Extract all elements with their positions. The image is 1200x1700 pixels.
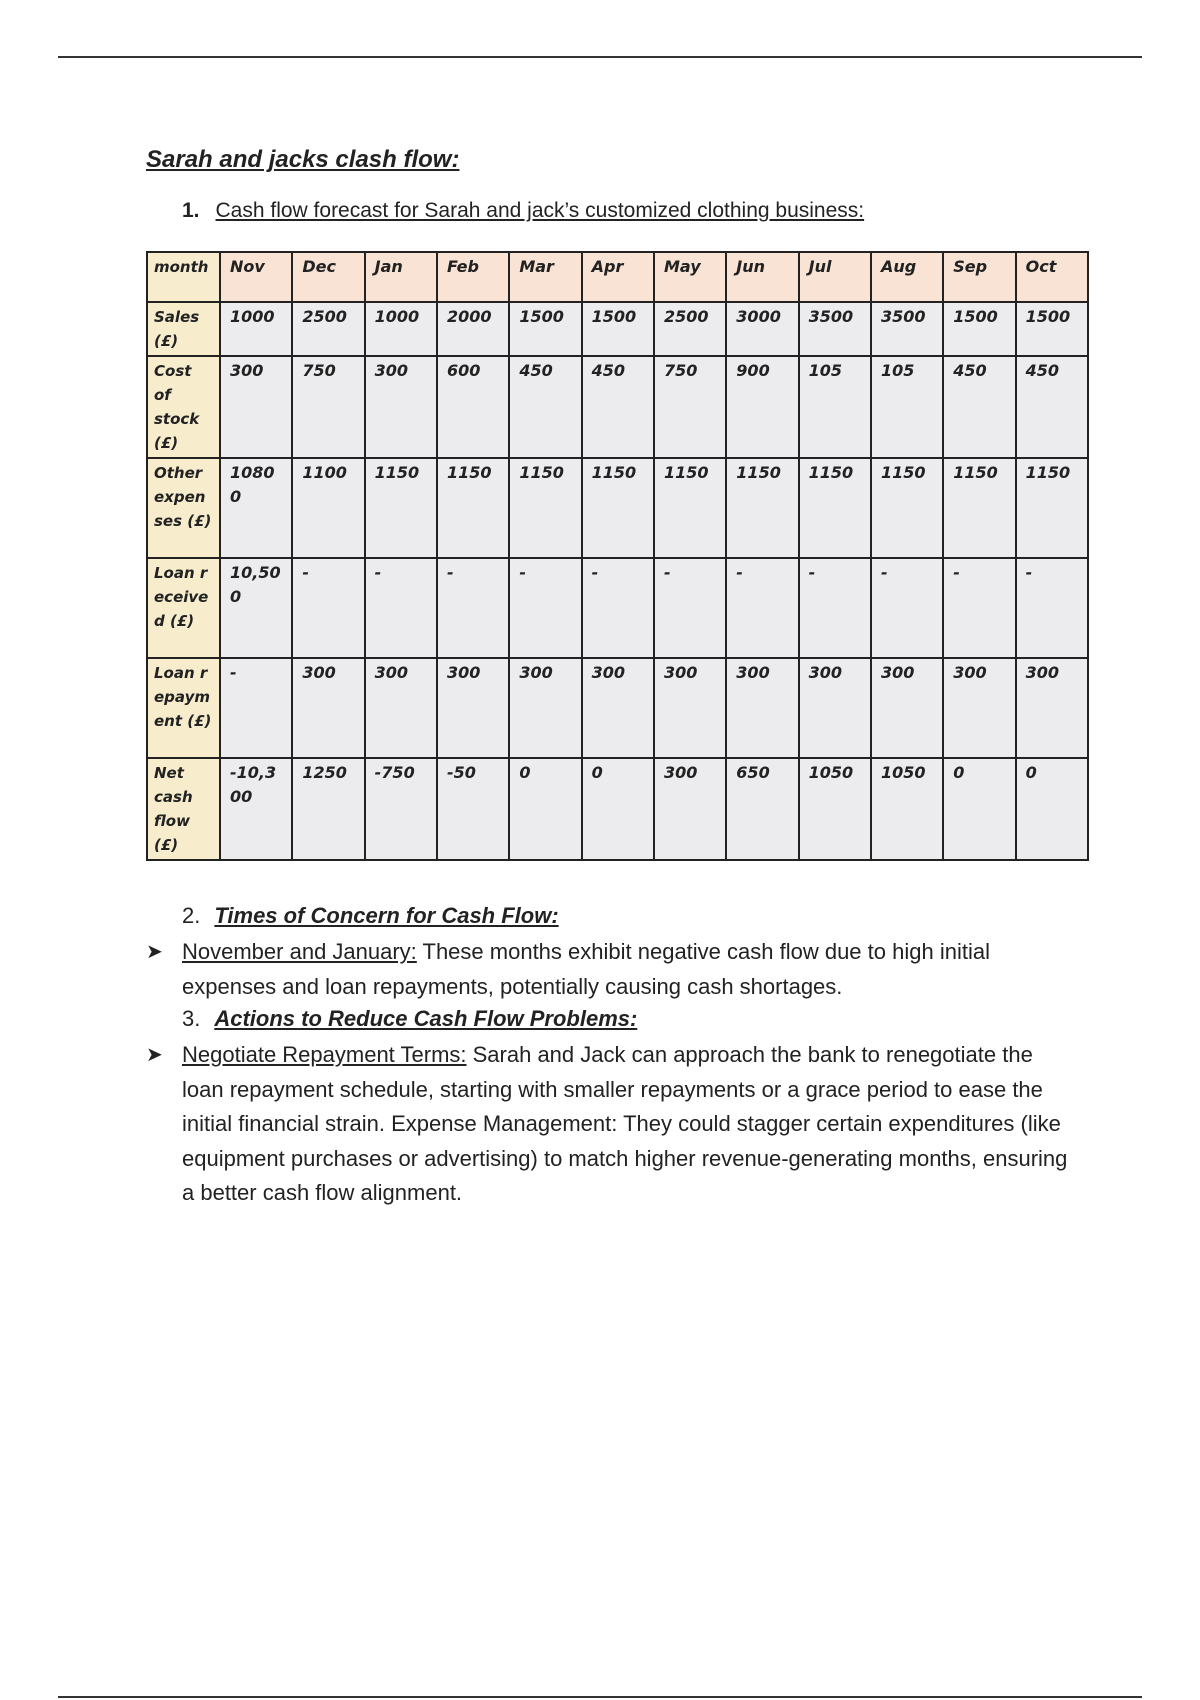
table-cell: 750: [654, 356, 726, 458]
table-cell: 600: [437, 356, 509, 458]
row-label: Other expenses (£): [147, 458, 220, 558]
header-month-label: month: [147, 252, 220, 302]
table-cell: -: [726, 558, 798, 658]
arrow-bullet-icon: ➤: [146, 941, 163, 963]
table-cell: 1150: [509, 458, 581, 558]
month-header: Feb: [437, 252, 509, 302]
table-row-net-cash-flow: [147, 758, 1088, 860]
row-label: Sales (£): [147, 302, 220, 356]
table-cell: -: [1016, 558, 1088, 658]
section-3-text: Actions to Reduce Cash Flow Problems:: [214, 1006, 638, 1031]
table-cell: 1500: [943, 302, 1015, 356]
bullet-lead: November and January:: [182, 939, 417, 964]
month-header: Aug: [871, 252, 943, 302]
table-cell: 300: [437, 658, 509, 758]
month-header: Oct: [1016, 252, 1088, 302]
table-row-loan-received: [147, 558, 1088, 658]
document-title: Sarah and jacks clash flow:: [146, 146, 460, 173]
table-cell: 300: [582, 658, 654, 758]
table-cell: 300: [220, 356, 292, 458]
table-cell: -: [871, 558, 943, 658]
table-cell: 1150: [726, 458, 798, 558]
list-item: [146, 935, 1076, 1004]
section-3-number: 3.: [182, 1006, 201, 1031]
table-cell: -750: [365, 758, 437, 860]
table-cell: -: [799, 558, 871, 658]
table-cell: 0: [1016, 758, 1088, 860]
table-cell: 1150: [1016, 458, 1088, 558]
table-cell: 1000: [220, 302, 292, 356]
table-cell: 1050: [799, 758, 871, 860]
month-header: May: [654, 252, 726, 302]
table-cell: 1500: [582, 302, 654, 356]
table-cell: 1000: [365, 302, 437, 356]
bullet-body: Sarah and Jack can approach the bank to renegotiate the loan repayment schedule, starting with smaller repayments or a grace period to ease the initial financial strain. Expense Management: They could stagger certain expenditures (like equipment purchases or advertising) to match higher revenue-generating months, ensuring a better cash flow alignment.: [182, 1042, 1068, 1205]
footer-rule: [58, 1696, 1142, 1698]
table-cell: 450: [509, 356, 581, 458]
table-cell: 450: [582, 356, 654, 458]
section-2-text: Times of Concern for Cash Flow:: [214, 903, 559, 928]
arrow-bullet-icon: ➤: [146, 1044, 163, 1066]
table-cell: 300: [943, 658, 1015, 758]
table-row-cost-of-stock: [147, 356, 1088, 458]
table-row-other-expenses: [147, 458, 1088, 558]
section-1-heading: [182, 199, 864, 223]
table-cell: 300: [365, 658, 437, 758]
table-cell: -50: [437, 758, 509, 860]
table-cell: 1150: [943, 458, 1015, 558]
table-cell: 650: [726, 758, 798, 860]
table-cell: 750: [292, 356, 364, 458]
table-cell: 450: [1016, 356, 1088, 458]
table-cell: -: [220, 658, 292, 758]
table-cell: 2000: [437, 302, 509, 356]
month-header: Jun: [726, 252, 798, 302]
table-cell: 1500: [1016, 302, 1088, 356]
bullet-text: [182, 935, 1076, 1004]
table-cell: 300: [654, 758, 726, 860]
table-row-sales: [147, 302, 1088, 356]
table-cell: -: [509, 558, 581, 658]
table-cell: 0: [509, 758, 581, 860]
month-header: Jan: [365, 252, 437, 302]
table-cell: 1500: [509, 302, 581, 356]
section-1-number: 1.: [182, 199, 200, 222]
bullet-lead: Negotiate Repayment Terms:: [182, 1042, 467, 1067]
table-cell: -: [943, 558, 1015, 658]
table-cell: -: [437, 558, 509, 658]
month-header: Sep: [943, 252, 1015, 302]
row-label: Net cash flow (£): [147, 758, 220, 860]
section-1-text: Cash flow forecast for Sarah and jack’s customized clothing business:: [215, 199, 865, 222]
table-cell: 0: [943, 758, 1015, 860]
table-cell: 1050: [871, 758, 943, 860]
table-cell: 1150: [437, 458, 509, 558]
table-cell: 300: [509, 658, 581, 758]
bullet-body: These months exhibit negative cash flow due to high initial expenses and loan repayments, potentially causing cash shortages.: [182, 939, 990, 999]
table-cell: 3500: [799, 302, 871, 356]
month-header: Apr: [582, 252, 654, 302]
table-cell: -: [582, 558, 654, 658]
section-3-heading: [182, 1006, 637, 1032]
table-cell: 1150: [799, 458, 871, 558]
table-cell: 300: [292, 658, 364, 758]
table-header-row: [147, 252, 1088, 302]
table-cell: 3500: [871, 302, 943, 356]
month-header: Jul: [799, 252, 871, 302]
table-cell: 900: [726, 356, 798, 458]
table-row-loan-repayment: [147, 658, 1088, 758]
table-cell: 450: [943, 356, 1015, 458]
table-cell: 300: [1016, 658, 1088, 758]
header-rule: [58, 56, 1142, 58]
table-cell: 2500: [654, 302, 726, 356]
table-cell: -: [365, 558, 437, 658]
table-cell: 10800: [220, 458, 292, 558]
table-cell: 10,500: [220, 558, 292, 658]
table-cell: -: [654, 558, 726, 658]
bullet-text: [182, 1038, 1076, 1211]
table-cell: 300: [365, 356, 437, 458]
section-2-number: 2.: [182, 903, 201, 928]
table-cell: 1150: [871, 458, 943, 558]
table-cell: 300: [799, 658, 871, 758]
table-cell: -: [292, 558, 364, 658]
table-cell: 1150: [654, 458, 726, 558]
cash-flow-table: [146, 251, 1089, 861]
row-label: Loan repayment (£): [147, 658, 220, 758]
month-header: Mar: [509, 252, 581, 302]
table-cell: 1100: [292, 458, 364, 558]
table-cell: 300: [726, 658, 798, 758]
table-cell: 300: [871, 658, 943, 758]
month-header: Nov: [220, 252, 292, 302]
table-cell: 0: [582, 758, 654, 860]
list-item: [146, 1038, 1076, 1211]
table-cell: 105: [799, 356, 871, 458]
table-cell: 1250: [292, 758, 364, 860]
table-cell: 1150: [582, 458, 654, 558]
month-header: Dec: [292, 252, 364, 302]
table-cell: 105: [871, 356, 943, 458]
table-cell: 3000: [726, 302, 798, 356]
table-cell: 2500: [292, 302, 364, 356]
row-label: Loan received (£): [147, 558, 220, 658]
row-label: Cost of stock (£): [147, 356, 220, 458]
table-cell: 1150: [365, 458, 437, 558]
table-cell: -10,300: [220, 758, 292, 860]
table-cell: 300: [654, 658, 726, 758]
section-2-heading: [182, 903, 559, 929]
